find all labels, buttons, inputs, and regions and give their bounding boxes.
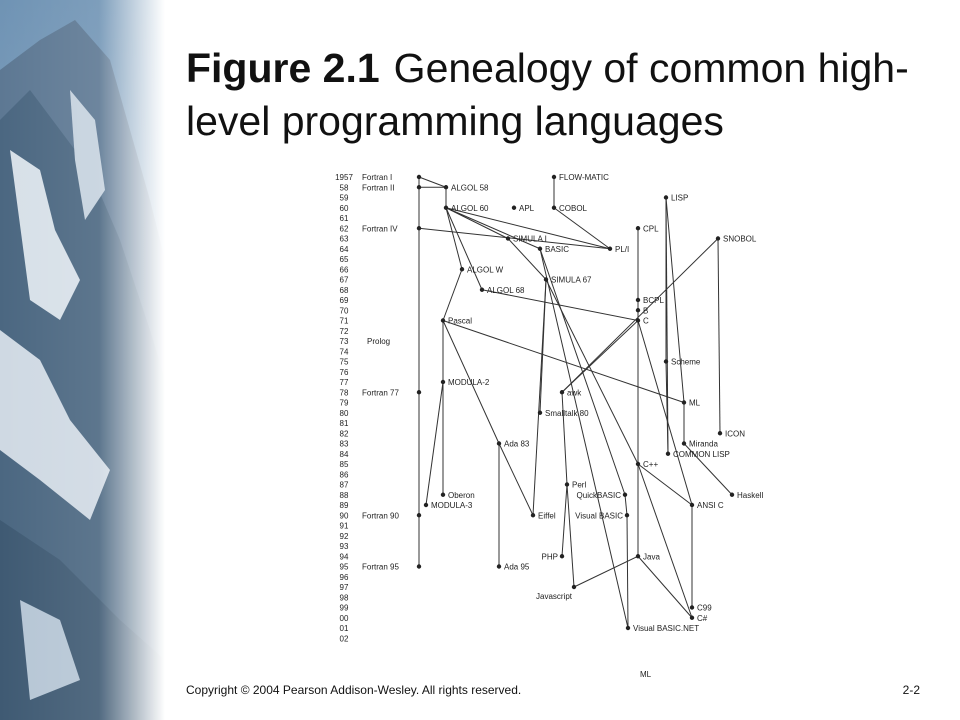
label-vbnet: Visual BASIC.NET bbox=[633, 624, 700, 633]
language-labels bbox=[362, 173, 763, 679]
label-commonlisp: COMMON LISP bbox=[673, 449, 730, 459]
label-c99: C99 bbox=[697, 603, 712, 613]
edge-perl-to-javascript bbox=[567, 485, 574, 588]
label-oberon: Oberon bbox=[448, 490, 475, 500]
edge-java-to-javascript bbox=[574, 556, 638, 587]
node-ml bbox=[682, 400, 686, 404]
node-cobol bbox=[552, 206, 556, 210]
label-fortran4: Fortran IV bbox=[362, 224, 398, 234]
year-tick-01: 01 bbox=[339, 624, 349, 633]
edge-perl-to-php bbox=[562, 485, 567, 557]
year-tick-62: 62 bbox=[339, 224, 349, 234]
label-awk: awk bbox=[567, 388, 582, 398]
label-fortran77: Fortran 77 bbox=[362, 388, 399, 398]
year-tick-64: 64 bbox=[339, 244, 349, 254]
label-fortran1: Fortran I bbox=[362, 173, 393, 182]
edge-cobol-to-pl1 bbox=[554, 208, 610, 249]
node-snobol bbox=[716, 236, 720, 240]
label-algol58: ALGOL 58 bbox=[451, 183, 489, 193]
edge-fortran1-to-algol58 bbox=[419, 177, 446, 187]
year-tick-70: 70 bbox=[339, 306, 349, 316]
edge-basic-to-vbnet bbox=[540, 249, 628, 628]
node-basic bbox=[538, 247, 542, 251]
node-algol60 bbox=[444, 206, 448, 210]
year-tick-61: 61 bbox=[339, 214, 349, 223]
edge-snobol-to-icon bbox=[718, 239, 720, 434]
label-snobol: SNOBOL bbox=[723, 234, 757, 244]
year-tick-90: 90 bbox=[339, 511, 349, 521]
label-javascript: Javascript bbox=[536, 592, 573, 601]
node-apl bbox=[512, 206, 516, 210]
edge-awk-to-perl bbox=[562, 392, 567, 484]
year-tick-60: 60 bbox=[339, 203, 349, 213]
edge-cpp-to-ansic bbox=[638, 464, 692, 505]
node-csharp bbox=[690, 616, 694, 620]
label-modula2: MODULA-2 bbox=[448, 378, 490, 387]
year-tick-89: 89 bbox=[339, 501, 349, 510]
edge-simula67-to-eiffel bbox=[533, 280, 546, 516]
label-pl1: PL/I bbox=[615, 244, 630, 254]
label-smalltalk80: Smalltalk 80 bbox=[545, 408, 589, 418]
edge-algol60-to-algol68 bbox=[446, 208, 482, 290]
node-miranda bbox=[682, 441, 686, 445]
year-axis bbox=[335, 173, 353, 643]
node-fortran1 bbox=[417, 175, 421, 179]
node-b bbox=[636, 308, 640, 312]
year-tick-87: 87 bbox=[339, 480, 349, 490]
node-c99 bbox=[690, 605, 694, 609]
label-icon: ICON bbox=[725, 429, 745, 439]
year-tick-77: 77 bbox=[339, 378, 349, 387]
label-miranda: Miranda bbox=[689, 439, 718, 449]
label-eiffel: Eiffel bbox=[538, 511, 556, 521]
year-tick-1957: 1957 bbox=[335, 173, 353, 182]
year-tick-79: 79 bbox=[339, 398, 349, 408]
node-algol68 bbox=[480, 288, 484, 292]
year-tick-88: 88 bbox=[339, 490, 349, 500]
year-tick-02: 02 bbox=[339, 634, 349, 644]
year-tick-82: 82 bbox=[339, 429, 349, 439]
year-tick-00: 00 bbox=[339, 613, 349, 623]
node-ada83 bbox=[497, 441, 501, 445]
year-tick-85: 85 bbox=[339, 460, 349, 469]
node-c bbox=[636, 318, 640, 322]
label-simula1: SIMULA I bbox=[513, 234, 547, 244]
year-tick-98: 98 bbox=[339, 593, 349, 603]
year-tick-94: 94 bbox=[339, 552, 349, 562]
label-quickbasic: QuickBASIC bbox=[576, 490, 621, 500]
node-haskell bbox=[730, 493, 734, 497]
edge-visualbasic-to-vbnet bbox=[627, 515, 628, 628]
label-fortran90: Fortran 90 bbox=[362, 511, 399, 521]
page-number: 2-2 bbox=[902, 683, 920, 697]
node-awk bbox=[560, 390, 564, 394]
node-vbnet bbox=[626, 626, 630, 630]
node-modula3 bbox=[424, 503, 428, 507]
edge-ada83-to-eiffel bbox=[499, 444, 533, 516]
figure-number: Figure 2.1 bbox=[186, 45, 380, 91]
node-modula2 bbox=[441, 380, 445, 384]
year-tick-69: 69 bbox=[339, 296, 349, 305]
year-tick-65: 65 bbox=[339, 255, 349, 264]
figure-caption: Genealogy of common high-level programming languages bbox=[186, 45, 909, 144]
label-visualbasic: Visual BASIC bbox=[575, 511, 623, 521]
node-java bbox=[636, 554, 640, 558]
node-icon bbox=[718, 431, 722, 435]
node-fortran4 bbox=[417, 226, 421, 230]
label-ml: ML bbox=[689, 398, 701, 408]
year-tick-81: 81 bbox=[339, 419, 349, 428]
edge-lisp-to-ml bbox=[666, 198, 684, 403]
label-csharp: C# bbox=[697, 613, 708, 623]
year-tick-68: 68 bbox=[339, 285, 349, 295]
node-php bbox=[560, 554, 564, 558]
edge-simula67-to-cpp bbox=[546, 280, 638, 465]
label-ml_bottom: ML bbox=[640, 670, 652, 679]
year-tick-83: 83 bbox=[339, 439, 349, 449]
year-tick-91: 91 bbox=[339, 521, 349, 531]
label-cpp: C++ bbox=[643, 460, 659, 469]
label-flowmatic: FLOW-MATIC bbox=[559, 173, 609, 182]
node-pl1 bbox=[608, 247, 612, 251]
node-eiffel bbox=[531, 513, 535, 517]
year-tick-84: 84 bbox=[339, 449, 349, 459]
year-tick-63: 63 bbox=[339, 234, 349, 244]
label-apl: APL bbox=[519, 203, 535, 213]
label-bcpl: BCPL bbox=[643, 296, 664, 305]
year-tick-76: 76 bbox=[339, 367, 349, 377]
node-fortran90 bbox=[417, 513, 421, 517]
label-java: Java bbox=[643, 552, 660, 562]
node-scheme bbox=[664, 359, 668, 363]
label-simula67: SIMULA 67 bbox=[551, 275, 592, 285]
node-perl bbox=[565, 482, 569, 486]
edge-basic-to-quickbasic bbox=[540, 249, 625, 495]
label-c: C bbox=[643, 316, 649, 326]
year-tick-73: 73 bbox=[339, 337, 349, 346]
label-perl: Perl bbox=[572, 480, 587, 490]
year-tick-97: 97 bbox=[339, 583, 349, 592]
node-simula1 bbox=[506, 236, 510, 240]
node-algolw bbox=[460, 267, 464, 271]
node-quickbasic bbox=[623, 493, 627, 497]
node-ada95 bbox=[497, 564, 501, 568]
node-algol58 bbox=[444, 185, 448, 189]
label-php: PHP bbox=[541, 552, 558, 562]
label-lisp: LISP bbox=[671, 193, 689, 203]
node-cpl bbox=[636, 226, 640, 230]
label-basic: BASIC bbox=[545, 244, 570, 254]
year-tick-67: 67 bbox=[339, 275, 349, 285]
year-tick-80: 80 bbox=[339, 408, 349, 418]
label-ada83: Ada 83 bbox=[504, 439, 530, 449]
node-javascript bbox=[572, 585, 576, 589]
label-cobol: COBOL bbox=[559, 203, 588, 213]
node-commonlisp bbox=[666, 452, 670, 456]
year-tick-59: 59 bbox=[339, 193, 349, 203]
label-algolw: ALGOL W bbox=[467, 265, 504, 275]
label-cpl: CPL bbox=[643, 224, 659, 234]
label-algol60: ALGOL 60 bbox=[451, 203, 489, 213]
edge-cpp-to-csharp bbox=[638, 464, 692, 618]
year-tick-72: 72 bbox=[339, 326, 349, 336]
edge-simula1-to-simula67 bbox=[508, 239, 546, 280]
edge-snobol-to-awk bbox=[562, 239, 718, 393]
label-ansic: ANSI C bbox=[697, 501, 724, 510]
node-flowmatic bbox=[552, 175, 556, 179]
year-tick-93: 93 bbox=[339, 542, 349, 551]
year-tick-75: 75 bbox=[339, 357, 349, 367]
edge-quickbasic-to-visualbasic bbox=[625, 495, 627, 516]
year-tick-96: 96 bbox=[339, 572, 349, 582]
year-tick-58: 58 bbox=[339, 183, 349, 193]
year-tick-86: 86 bbox=[339, 470, 349, 480]
label-b: B bbox=[643, 306, 649, 316]
label-modula3: MODULA-3 bbox=[431, 501, 473, 510]
label-haskell: Haskell bbox=[737, 490, 764, 500]
label-ada95: Ada 95 bbox=[504, 562, 530, 572]
label-pascal: Pascal bbox=[448, 316, 473, 326]
label-prolog: Prolog bbox=[367, 337, 391, 346]
year-tick-66: 66 bbox=[339, 265, 349, 275]
node-fortran2 bbox=[417, 185, 421, 189]
year-tick-78: 78 bbox=[339, 388, 349, 398]
node-pascal bbox=[441, 318, 445, 322]
node-smalltalk80 bbox=[538, 411, 542, 415]
year-tick-74: 74 bbox=[339, 347, 349, 357]
node-simula67 bbox=[544, 277, 548, 281]
node-fortran77 bbox=[417, 390, 421, 394]
label-fortran95: Fortran 95 bbox=[362, 562, 399, 572]
edge-algolw-to-pascal bbox=[443, 269, 462, 320]
year-tick-92: 92 bbox=[339, 531, 349, 541]
year-tick-71: 71 bbox=[339, 316, 349, 326]
year-tick-95: 95 bbox=[339, 562, 349, 572]
label-scheme: Scheme bbox=[671, 357, 701, 367]
node-ansic bbox=[690, 503, 694, 507]
label-fortran2: Fortran II bbox=[362, 183, 395, 193]
node-lisp bbox=[664, 195, 668, 199]
node-visualbasic bbox=[625, 513, 629, 517]
year-tick-99: 99 bbox=[339, 603, 349, 613]
node-oberon bbox=[441, 493, 445, 497]
node-bcpl bbox=[636, 298, 640, 302]
edge-modula2-to-modula3 bbox=[426, 382, 443, 505]
node-cpp bbox=[636, 462, 640, 466]
label-algol68: ALGOL 68 bbox=[487, 285, 525, 295]
node-fortran95 bbox=[417, 564, 421, 568]
edge-java-to-csharp bbox=[638, 556, 692, 618]
copyright-notice: Copyright © 2004 Pearson Addison-Wesley. All rights reserved. bbox=[186, 683, 522, 697]
